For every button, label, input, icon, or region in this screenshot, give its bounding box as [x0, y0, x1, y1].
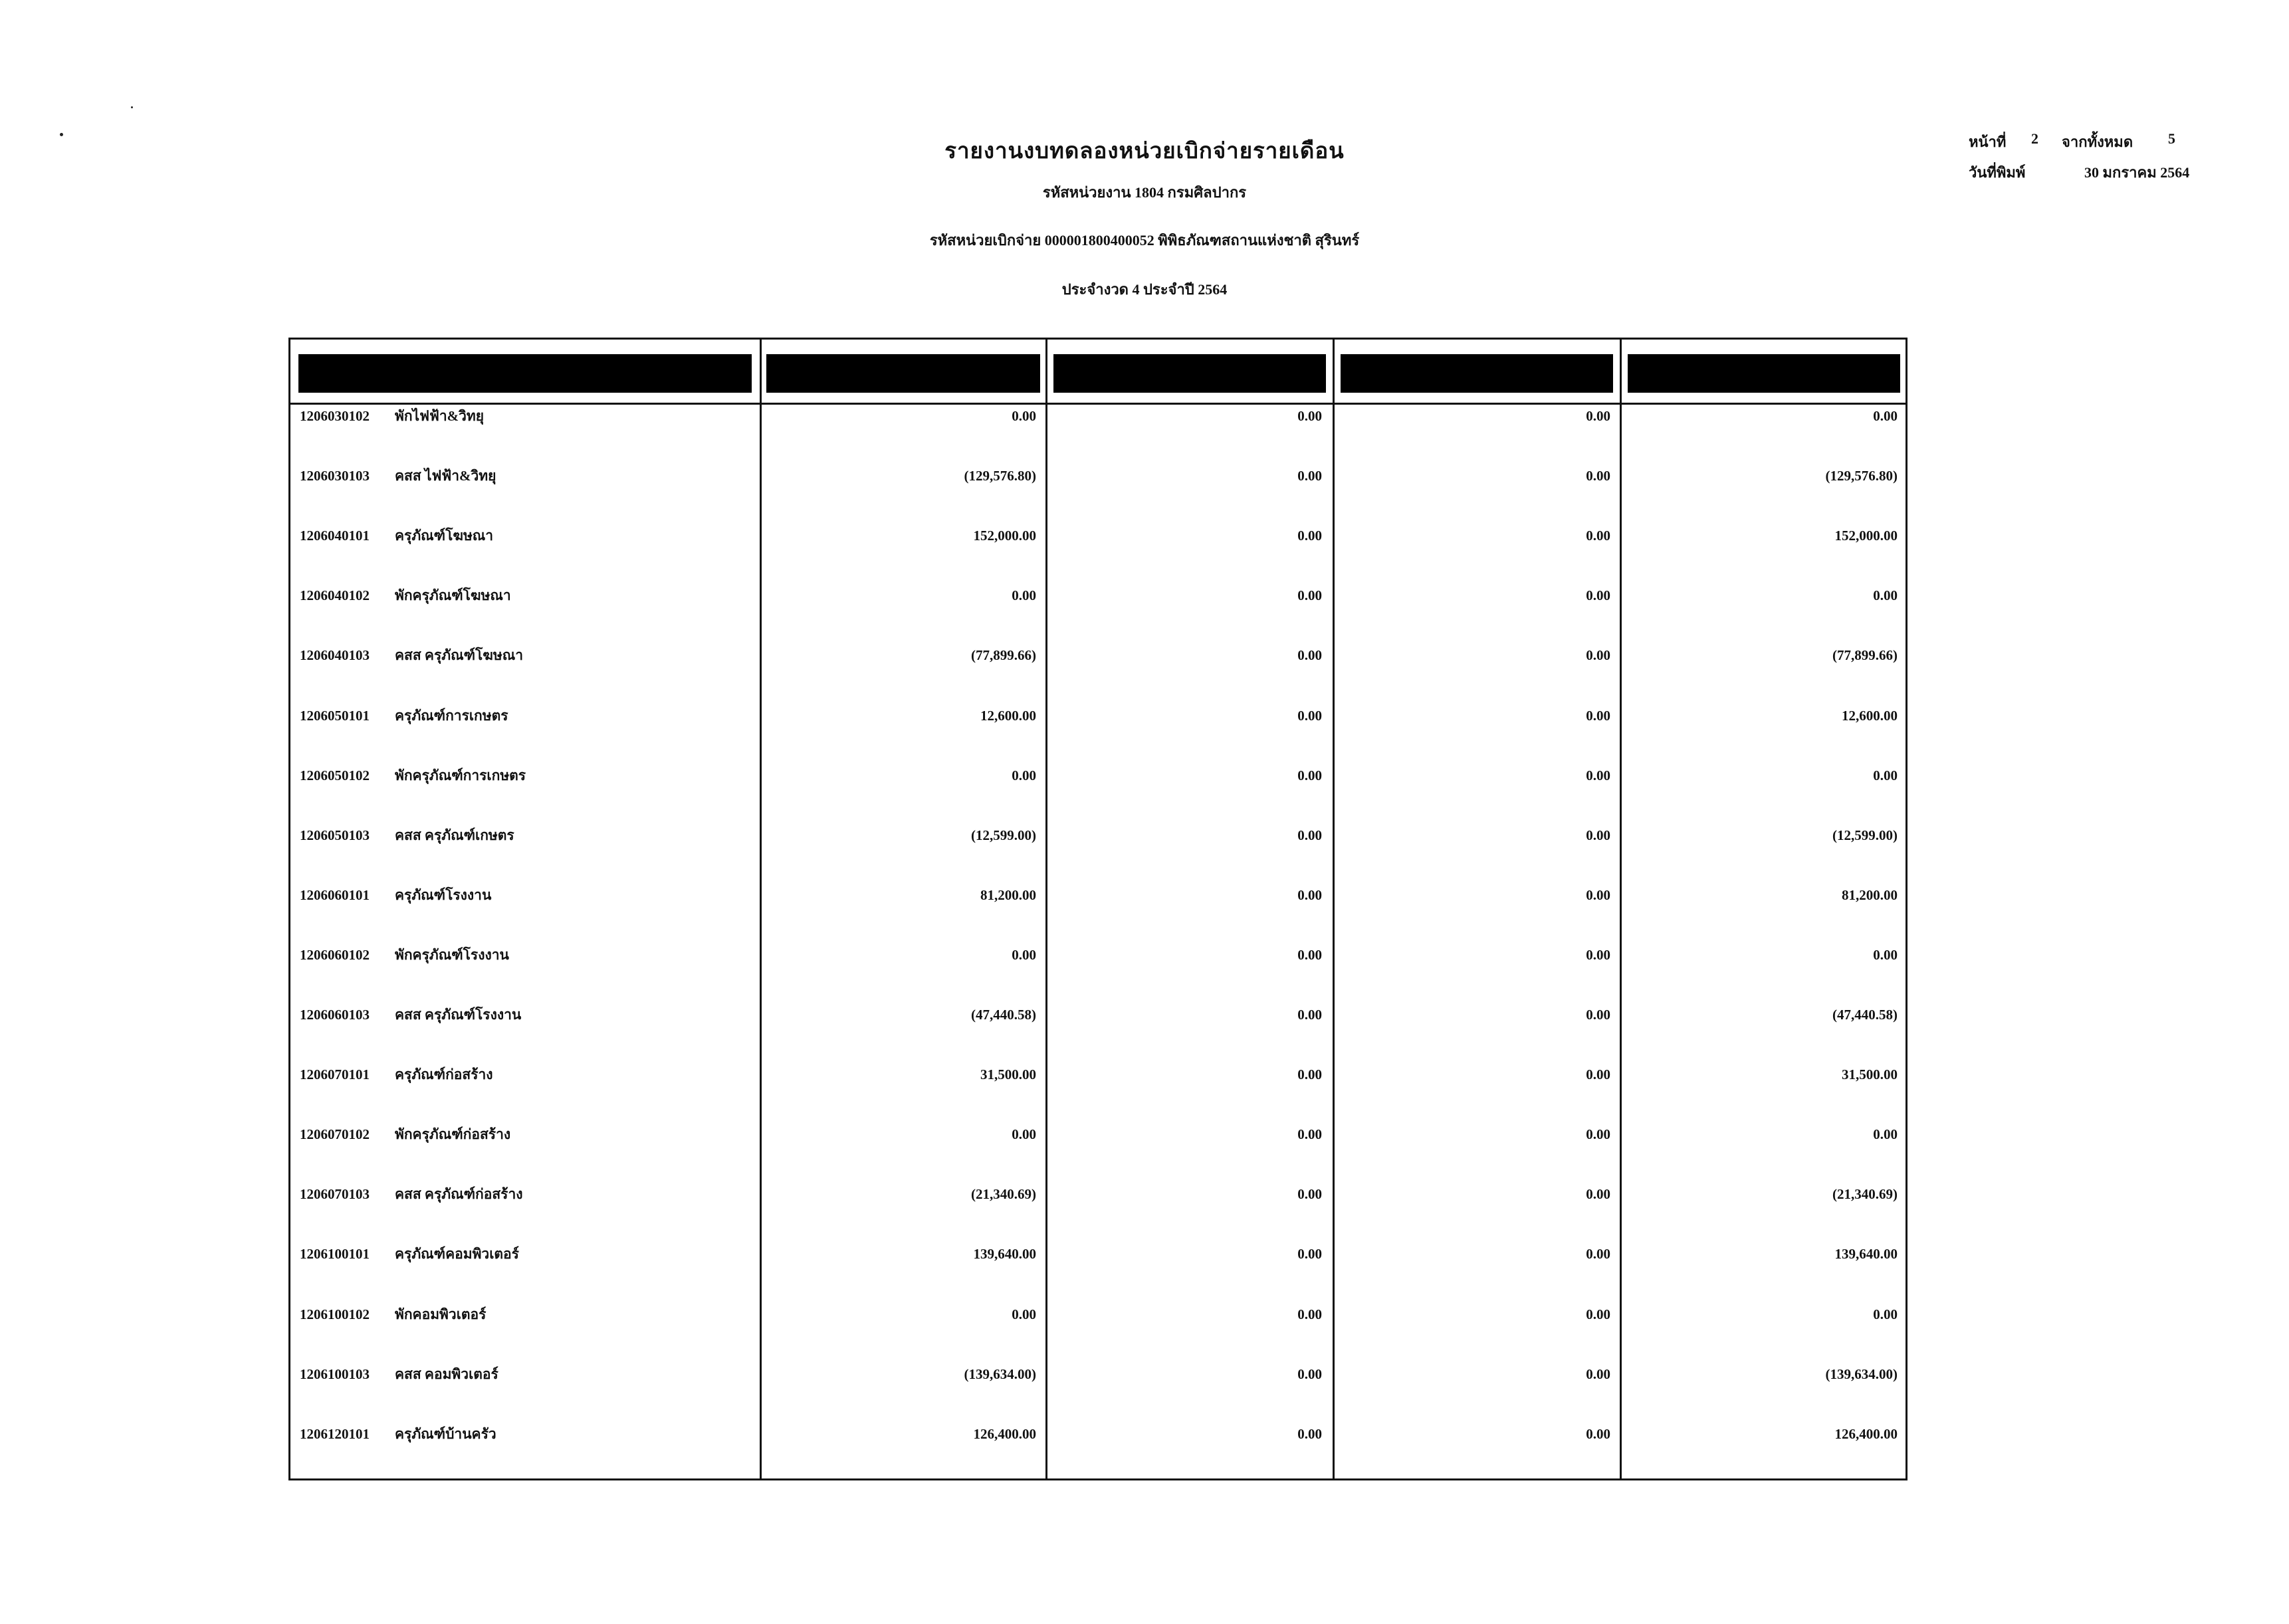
- table-row: [290, 1104, 1906, 1164]
- total-pages: 5: [2168, 130, 2175, 147]
- column-2-value: 0.00: [1297, 827, 1322, 843]
- of-total-label: จากทั้งหมด: [2062, 134, 2133, 150]
- account-code: 1206050102: [300, 767, 370, 783]
- column-3-value: 0.00: [1586, 767, 1610, 783]
- print-date-label: วันที่พิมพ์: [1969, 164, 2026, 181]
- column-1-value: (129,576.80): [964, 468, 1036, 484]
- account-code: 1206040103: [300, 647, 370, 663]
- account-code: 1206040102: [300, 587, 370, 603]
- report-title: รายงานงบทดลองหน่วยเบิกจ่ายรายเดือน: [944, 140, 1345, 163]
- page-number: 2: [2031, 130, 2038, 147]
- account-code: 1206030103: [300, 468, 370, 484]
- agency-line: รหัสหน่วยงาน 1804 กรมศิลปากร: [1042, 184, 1247, 201]
- column-1-value: (77,899.66): [971, 647, 1036, 663]
- column-4-value: 0.00: [1873, 587, 1898, 603]
- column-4-value: 31,500.00: [1842, 1066, 1898, 1082]
- column-4-value: (129,576.80): [1825, 468, 1898, 484]
- column-3-value: 0.00: [1586, 647, 1610, 663]
- column-1-value: (21,340.69): [971, 1186, 1036, 1202]
- account-name: พักคอมพิวเตอร์: [395, 1306, 487, 1322]
- account-name: พักครุภัณฑ์ก่อสร้าง: [395, 1126, 511, 1142]
- account-name: ครุภัณฑ์โฆษณา: [395, 528, 494, 544]
- column-3-value: 0.00: [1586, 1366, 1610, 1382]
- page-label: หน้าที่: [1969, 134, 2007, 150]
- column-4-value: 0.00: [1873, 1306, 1898, 1322]
- column-3-value: 0.00: [1586, 587, 1610, 603]
- column-1-value: 81,200.00: [980, 887, 1036, 903]
- account-code: 1206030102: [300, 408, 370, 424]
- table-row: [290, 1404, 1906, 1464]
- account-name: พักครุภัณฑ์โฆษณา: [395, 587, 511, 603]
- column-1-value: 0.00: [1012, 408, 1036, 424]
- column-3-value: 0.00: [1586, 408, 1610, 424]
- column-3-value: 0.00: [1586, 947, 1610, 963]
- column-2-value: 0.00: [1297, 528, 1322, 544]
- account-name: คสส ครุภัณฑ์โฆษณา: [395, 647, 523, 663]
- table-row: [290, 985, 1906, 1045]
- account-name: พักครุภัณฑ์โรงงาน: [395, 947, 509, 963]
- column-4-value: 0.00: [1873, 947, 1898, 963]
- column-4-value: 0.00: [1873, 767, 1898, 783]
- account-name: คสส ครุภัณฑ์โรงงาน: [395, 1007, 522, 1023]
- table-row: [290, 925, 1906, 985]
- account-name: ครุภัณฑ์คอมพิวเตอร์: [395, 1246, 519, 1262]
- account-code: 1206100103: [300, 1366, 370, 1382]
- table-row: [290, 1224, 1906, 1284]
- account-name: ครุภัณฑ์โรงงาน: [395, 887, 492, 903]
- table-row: [290, 506, 1906, 565]
- column-2-value: 0.00: [1297, 1366, 1322, 1382]
- column-2-value: 0.00: [1297, 468, 1322, 484]
- account-code: 1206040101: [300, 528, 370, 544]
- column-3-value: 0.00: [1586, 1007, 1610, 1023]
- column-2-value: 0.00: [1297, 1186, 1322, 1202]
- column-3-value: 0.00: [1586, 468, 1610, 484]
- column-2-value: 0.00: [1297, 647, 1322, 663]
- column-3-value: 0.00: [1586, 827, 1610, 843]
- account-name: ครุภัณฑ์บ้านครัว: [395, 1426, 496, 1442]
- column-2-value: 0.00: [1297, 1007, 1322, 1023]
- column-4-value: 0.00: [1873, 408, 1898, 424]
- column-2-value: 0.00: [1297, 767, 1322, 783]
- account-code: 1206060102: [300, 947, 370, 963]
- table-row: [290, 625, 1906, 685]
- column-1-value: 152,000.00: [973, 528, 1036, 544]
- column-4-value: 126,400.00: [1834, 1426, 1898, 1442]
- account-code: 1206070101: [300, 1066, 370, 1082]
- print-date: 30 มกราคม 2564: [2084, 164, 2190, 181]
- disbursement-unit-line: รหัสหน่วยเบิกจ่าย 000001800400052 พิพิธภัณฑสถานแห่งชาติ สุรินทร์: [929, 232, 1360, 249]
- account-name: พักครุภัณฑ์การเกษตร: [395, 767, 526, 783]
- account-code: 1206070103: [300, 1186, 370, 1202]
- column-3-value: 0.00: [1586, 887, 1610, 903]
- account-name: ครุภัณฑ์ก่อสร้าง: [395, 1066, 493, 1082]
- column-3-value: 0.00: [1586, 1306, 1610, 1322]
- column-4-value: 139,640.00: [1834, 1246, 1898, 1262]
- column-2-value: 0.00: [1297, 887, 1322, 903]
- column-4-value: 81,200.00: [1842, 887, 1898, 903]
- column-4-value: (139,634.00): [1825, 1366, 1898, 1382]
- column-2-value: 0.00: [1297, 1306, 1322, 1322]
- column-4-value: 0.00: [1873, 1126, 1898, 1142]
- account-code: 1206060103: [300, 1007, 370, 1023]
- column-1-value: 0.00: [1012, 947, 1036, 963]
- column-3-value: 0.00: [1586, 708, 1610, 724]
- column-1-value: (12,599.00): [971, 827, 1036, 843]
- column-4-value: (12,599.00): [1832, 827, 1898, 843]
- table-row: [290, 446, 1906, 506]
- trial-balance-table: [288, 338, 1908, 1480]
- account-code: 1206060101: [300, 887, 370, 903]
- account-code: 1206070102: [300, 1126, 370, 1142]
- column-2-value: 0.00: [1297, 408, 1322, 424]
- column-1-value: 0.00: [1012, 587, 1036, 603]
- column-4-value: (77,899.66): [1832, 647, 1898, 663]
- table-row: [290, 1284, 1906, 1344]
- account-code: 1206120101: [300, 1426, 370, 1442]
- column-1-value: 0.00: [1012, 1306, 1036, 1322]
- column-3-value: 0.00: [1586, 1126, 1610, 1142]
- period-line: ประจำงวด 4 ประจำปี 2564: [1061, 281, 1228, 298]
- table-row: [290, 746, 1906, 805]
- account-name: คสส ครุภัณฑ์เกษตร: [395, 827, 514, 843]
- account-name: คสส ไฟฟ้า&วิทยุ: [395, 468, 496, 484]
- column-2-value: 0.00: [1297, 587, 1322, 603]
- account-code: 1206050101: [300, 708, 370, 724]
- column-3-value: 0.00: [1586, 1426, 1610, 1442]
- column-1-value: 126,400.00: [973, 1426, 1036, 1442]
- column-4-value: 12,600.00: [1842, 708, 1898, 724]
- account-code: 1206100102: [300, 1306, 370, 1322]
- column-3-value: 0.00: [1586, 1186, 1610, 1202]
- column-2-value: 0.00: [1297, 1126, 1322, 1142]
- column-2-value: 0.00: [1297, 1066, 1322, 1082]
- column-2-value: 0.00: [1297, 708, 1322, 724]
- table-row: [290, 565, 1906, 625]
- column-2-value: 0.00: [1297, 1426, 1322, 1442]
- table-row: [290, 686, 1906, 746]
- column-1-value: 31,500.00: [980, 1066, 1036, 1082]
- table-row: [290, 1045, 1906, 1104]
- column-4-value: 152,000.00: [1834, 528, 1898, 544]
- column-2-value: 0.00: [1297, 1246, 1322, 1262]
- account-name: ครุภัณฑ์การเกษตร: [395, 708, 508, 724]
- column-4-value: (47,440.58): [1832, 1007, 1898, 1023]
- column-3-value: 0.00: [1586, 528, 1610, 544]
- column-1-value: (139,634.00): [964, 1366, 1036, 1382]
- account-name: คสส คอมพิวเตอร์: [395, 1366, 498, 1382]
- column-3-value: 0.00: [1586, 1246, 1610, 1262]
- table-row: [290, 805, 1906, 865]
- account-code: 1206050103: [300, 827, 370, 843]
- column-3-value: 0.00: [1586, 1066, 1610, 1082]
- account-code: 1206100101: [300, 1246, 370, 1262]
- table-row: [290, 386, 1906, 446]
- table-row: [290, 1344, 1906, 1404]
- table-row: [290, 1164, 1906, 1224]
- column-1-value: 12,600.00: [980, 708, 1036, 724]
- scan-speck: [131, 106, 133, 108]
- column-1-value: 0.00: [1012, 767, 1036, 783]
- column-1-value: 0.00: [1012, 1126, 1036, 1142]
- table-row: [290, 865, 1906, 925]
- column-2-value: 0.00: [1297, 947, 1322, 963]
- account-name: พักไฟฟ้า&วิทยุ: [395, 408, 485, 424]
- account-name: คสส ครุภัณฑ์ก่อสร้าง: [395, 1186, 523, 1202]
- column-1-value: 139,640.00: [973, 1246, 1036, 1262]
- column-4-value: (21,340.69): [1832, 1186, 1898, 1202]
- column-1-value: (47,440.58): [971, 1007, 1036, 1023]
